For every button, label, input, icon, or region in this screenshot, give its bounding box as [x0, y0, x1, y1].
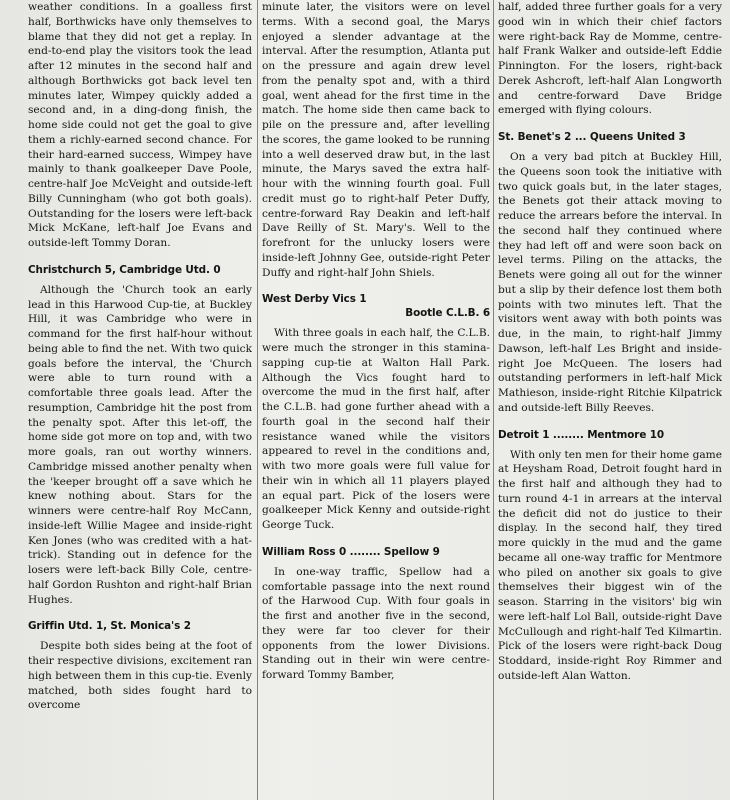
- column-3: [498, 0, 722, 800]
- match-heading: [262, 292, 490, 320]
- column-rule: [257, 0, 258, 800]
- column-2: [262, 0, 490, 800]
- article-paragraph: With three goals in each half, the C.L.B. were much the stronger in this stamina-sapping cup-tie at Walton Hall Park. Although the Vics fought hard to overcome the mud in the first half, after the C.L.B. had gone further ahead with a fourth goal in the second half their resistance waned while the visitors appeared to revel in the conditions and, with two more goals were full value for their win in which all 11 players played an equal part. Pick of the losers were goalkeeper Mick Kenny and outside-right George Tuck.: [262, 327, 490, 531]
- article-paragraph: minute later, the visitors were on level terms. With a second goal, the Marys enjoyed a slender advantage at the interval. After the resumption, Atlanta put on the pressure and again drew level from the penalty spot and, with a third goal, went ahead for the first time in the match. The home side then came back to pile on the pressure and, after levelling the scores, the game looked to be running into a well deserved draw but, in the last minute, the Marys saved the extra half-hour with the winning fourth goal. Full credit must go to right-half Peter Duffy, centre-forward Ray Deakin and left-half Dave Reilly of St. Mary's. Well to the forefront for the unlucky losers were inside-left Johnny Gee, outside-right Peter Duffy and right-half John Shiels.: [262, 1, 490, 279]
- article-paragraph: With only ten men for their home game at Heysham Road, Detroit fought hard in the first half and although they had to turn round 4-1 in arrears at the interval the deficit did not do justice to their display. In the second half, they tired more quickly in the mud and the game became all one-way traffic for Mentmore who piled on another six goals to give themselves their biggest win of the season. Starring in the visitors' big win were left-half Lol Ball, outside-right Dave McCullough and right-half Ted Kilmartin. Pick of the losers were right-back Doug Stoddard, inside-right Roy Rimmer and outside-left Alan Watton.: [498, 448, 722, 682]
- match-heading: William Ross 0 ........ Spellow 9: [262, 545, 440, 558]
- article-paragraph: weather conditions. In a goalless first half, Borthwicks have only themselves to blame that they did not get a replay. In end-to-end play the visitors took the lead after 12 minutes in the second half and although Borthwicks got back level ten minutes later, Wimpey quickly added a second and, in a ding-dong finish, the home side could not get the goal to give them a richly-earned second chance. For their hard-earned success, Wimpey have mainly to thank goalkeeper Dave Poole, centre-half Joe McVeight and outside-left Billy Cunningham (who got both goals). Outstanding for the losers were left-back Mick McKane, left-half Joe Evans and outside-left Tommy Doran.: [28, 1, 252, 249]
- match-heading: Christchurch 5, Cambridge Utd. 0: [28, 263, 221, 276]
- match-heading: St. Benet's 2 ... Queens United 3: [498, 131, 686, 143]
- article-paragraph: Despite both sides being at the foot of their respective divisions, excitement ran high between them in this cup-tie. Evenly matched, both sides fought hard to overcome: [28, 640, 252, 712]
- column-1: [28, 0, 252, 800]
- article-paragraph: Although the 'Church took an early lead in this Harwood Cup-tie, at Buckley Hill, it was Cambridge who were in command for the first half-hour without being able to find the net. With two quick goals before the interval, the 'Church were able to turn round with a comfortable three goals lead. After the resumption, Cambridge hit the post from the penalty spot. After this let-off, the home side got more on top and, with two more goals, ran out worthy winners. Cambridge missed another penalty when the 'keeper brought off a save which he knew nothing about. Stars for the winners were centre-half Roy McCann, inside-left Willie Magee and inside-right Ken Jones (who was credited with a hat-trick). Standing out in defence for the losers were left-back Billy Cole, centre-half Gordon Rushton and right-half Brian Hughes.: [28, 283, 252, 606]
- home-team: West Derby Vics 1: [262, 293, 367, 306]
- column-rule: [493, 0, 494, 800]
- match-heading: Detroit 1 ........ Mentmore 10: [498, 428, 665, 441]
- article-paragraph: On a very bad pitch at Buckley Hill, the Queens soon took the initiative with two quick goals but, in the later stages, the Benets got their attack moving to reduce the arrears before the interval. In the second half they continued where they had left off and were soon back on level terms. Piling on the attacks, the Benets were going all out for the winner but a slip by their defence lost them both points with two minutes left. That the visitors went away with both points was due, in the main, to right-half Jimmy Dawson, left-half Les Bright and inside-right Joe McQueen. The losers had outstanding performers in left-half Mick Mathieson, inside-right Ritchie Kilpatrick and outside-left Billy Reeves.: [498, 151, 722, 414]
- match-heading: Griffin Utd. 1, St. Monica's 2: [28, 620, 191, 633]
- article-paragraph: half, added three further goals for a very good win in which their chief factors were right-back Ray de Momme, centre-half Frank Walker and outside-left Eddie Pinnington. For the losers, right-back Derek Ashcroft, left-half Alan Longworth and centre-forward Dave Bridge emerged with flying colours.: [498, 1, 722, 117]
- away-team: Bootle C.L.B. 6: [405, 307, 490, 320]
- article-paragraph: In one-way traffic, Spellow had a comfortable passage into the next round of the Harwood Cup. With four goals in the first and another five in the second, they were far too clever for their opponents from the lower Divisions. Standing out in their win were centre-forward Tommy Bamber,: [262, 565, 490, 681]
